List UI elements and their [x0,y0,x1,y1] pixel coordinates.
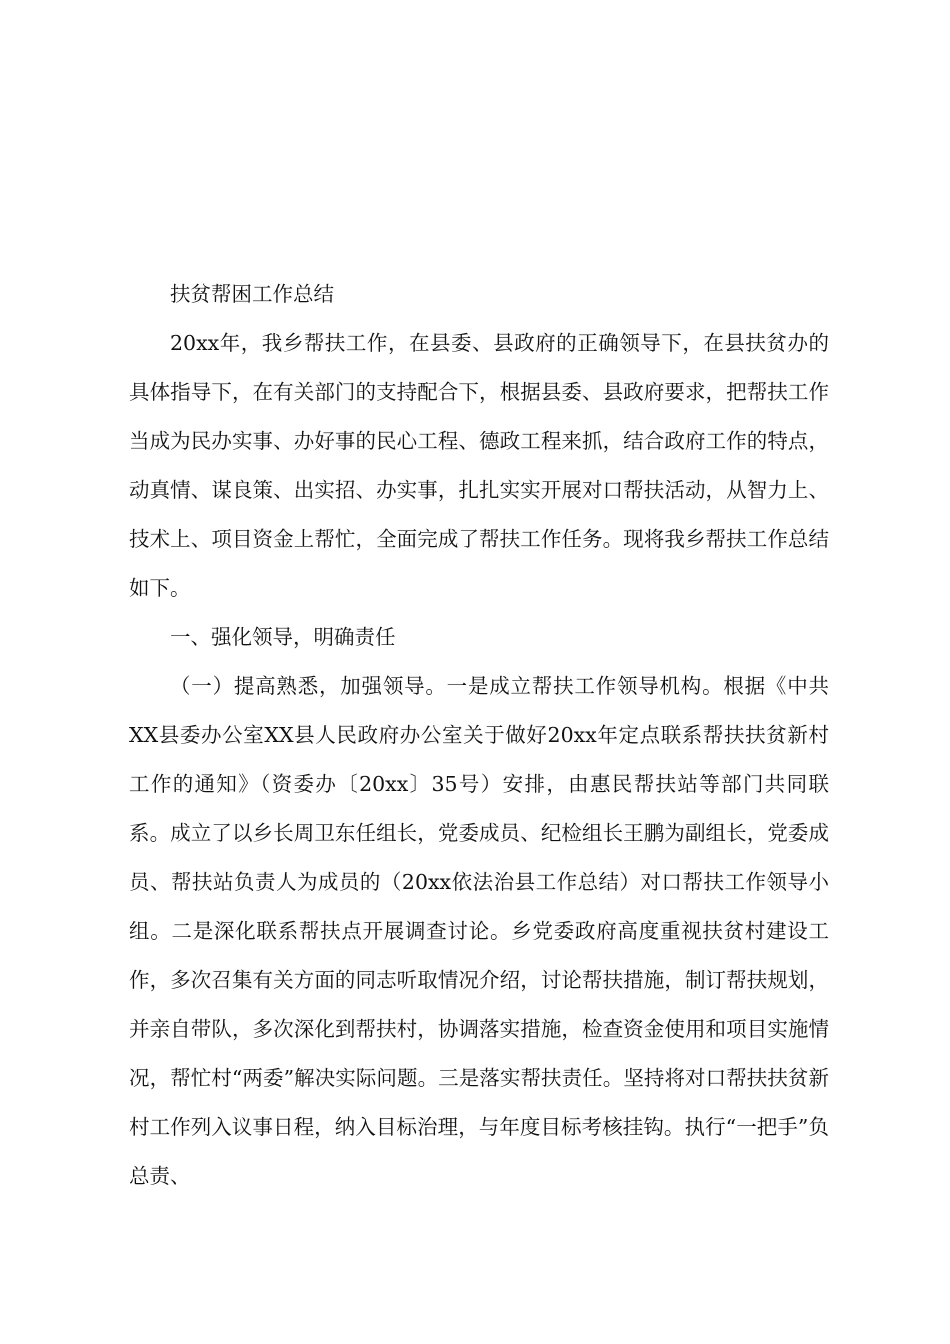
section-heading-1: 一、强化领导，明确责任 [170,625,396,649]
document-title: 扶贫帮困工作总结 [170,282,334,306]
document-body [129,270,829,1201]
paragraph-intro: 20xx年，我乡帮扶工作，在县委、县政府的正确领导下，在县扶贫办的具体指导下，在有关部门的支持配合下，根据县委、县政府要求，把帮扶工作当成为民办实事、办好事的民心工程、德政工程来抓，结合政府工作的特点，动真情、谋良策、出实招、办实事，扎扎实实开展对口帮扶活动，从智力上、技术上、项目资金上帮忙，全面完成了帮扶工作任务。现将我乡帮扶工作总结如下。 [129,331,829,600]
paragraph-section-1-1: （一）提高熟悉，加强领导。一是成立帮扶工作领导机构。根据《中共XX县委办公室XX县人民政府办公室关于做好20xx年定点联系帮扶扶贫新村工作的通知》（资委办〔20xx〕35号）安排，由惠民帮扶站等部门共同联系。成立了以乡长周卫东任组长，党委成员、纪检组长王鹏为副组长，党委成员、帮扶站负责人为成员的（20xx依法治县工作总结）对口帮扶工作领导小组。二是深化联系帮扶点开展调查讨论。乡党委政府高度重视扶贫村建设工作，多次召集有关方面的同志听取情况介绍，讨论帮扶措施，制订帮扶规划，并亲自带队，多次深化到帮扶村，协调落实措施，检查资金使用和项目实施情况，帮忙村“两委”解决实际问题。三是落实帮扶责任。坚持将对口帮扶扶贫新村工作列入议事日程，纳入目标治理，与年度目标考核挂钩。执行“一把手”负总责、 [129,674,829,1188]
